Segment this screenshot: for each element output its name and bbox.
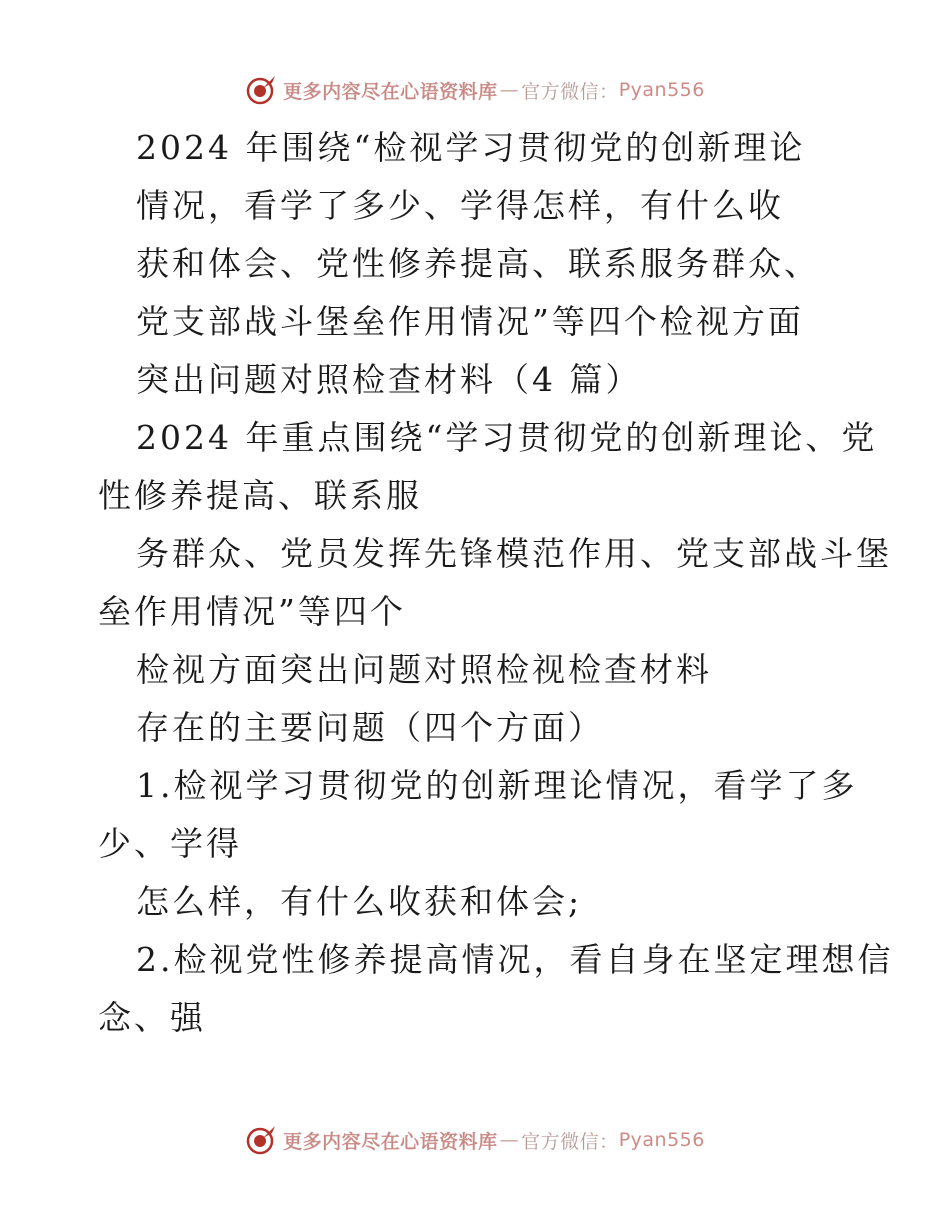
text-line: 怎么样，有什么收获和体会; xyxy=(136,882,583,921)
text-line: 情况，看学了多少、学得怎样，有什么收 xyxy=(136,186,784,225)
quill-seal-icon xyxy=(245,74,277,106)
text-line: 突出问题对照检查材料（4 篇） xyxy=(136,360,642,399)
text-line: 1.检视学习贯彻党的创新理论情况，看学了多 xyxy=(136,766,858,805)
text-line: 念、强 xyxy=(98,998,206,1037)
watermark-dash: — xyxy=(499,1129,520,1151)
text-line: 2024 年重点围绕“学习贯彻党的创新理论、党 xyxy=(136,418,878,457)
text-line: 2.检视党性修养提高情况，看自身在坚定理想信 xyxy=(136,940,894,979)
header-watermark xyxy=(0,70,950,110)
watermark-official-label: 官方微信： xyxy=(521,1130,619,1153)
text-line: 务群众、党员发挥先锋模范作用、党支部战斗堡 xyxy=(136,534,892,573)
watermark-text: 更多内容尽在心语资料库 xyxy=(283,1130,498,1153)
watermark-dash: — xyxy=(499,79,520,101)
footer-watermark xyxy=(0,1120,950,1160)
text-line: 少、学得 xyxy=(98,824,242,863)
text-line: 性修养提高、联系服 xyxy=(98,476,422,515)
watermark-text: 更多内容尽在心语资料库 xyxy=(283,80,498,103)
quill-seal-icon xyxy=(245,1124,277,1156)
text-line: 垒作用情况”等四个 xyxy=(98,592,406,631)
text-line: 2024 年围绕“检视学习贯彻党的创新理论 xyxy=(136,128,806,167)
watermark-wechat-id: Pyan556 xyxy=(618,79,705,101)
watermark-wechat-id: Pyan556 xyxy=(618,1129,705,1151)
text-line: 检视方面突出问题对照检视检查材料 xyxy=(136,650,712,689)
watermark-official-label: 官方微信： xyxy=(521,80,619,103)
text-line: 获和体会、党性修养提高、联系服务群众、 xyxy=(136,244,820,283)
text-line: 存在的主要问题（四个方面） xyxy=(136,708,604,747)
text-line: 党支部战斗堡垒作用情况”等四个检视方面 xyxy=(136,302,804,341)
